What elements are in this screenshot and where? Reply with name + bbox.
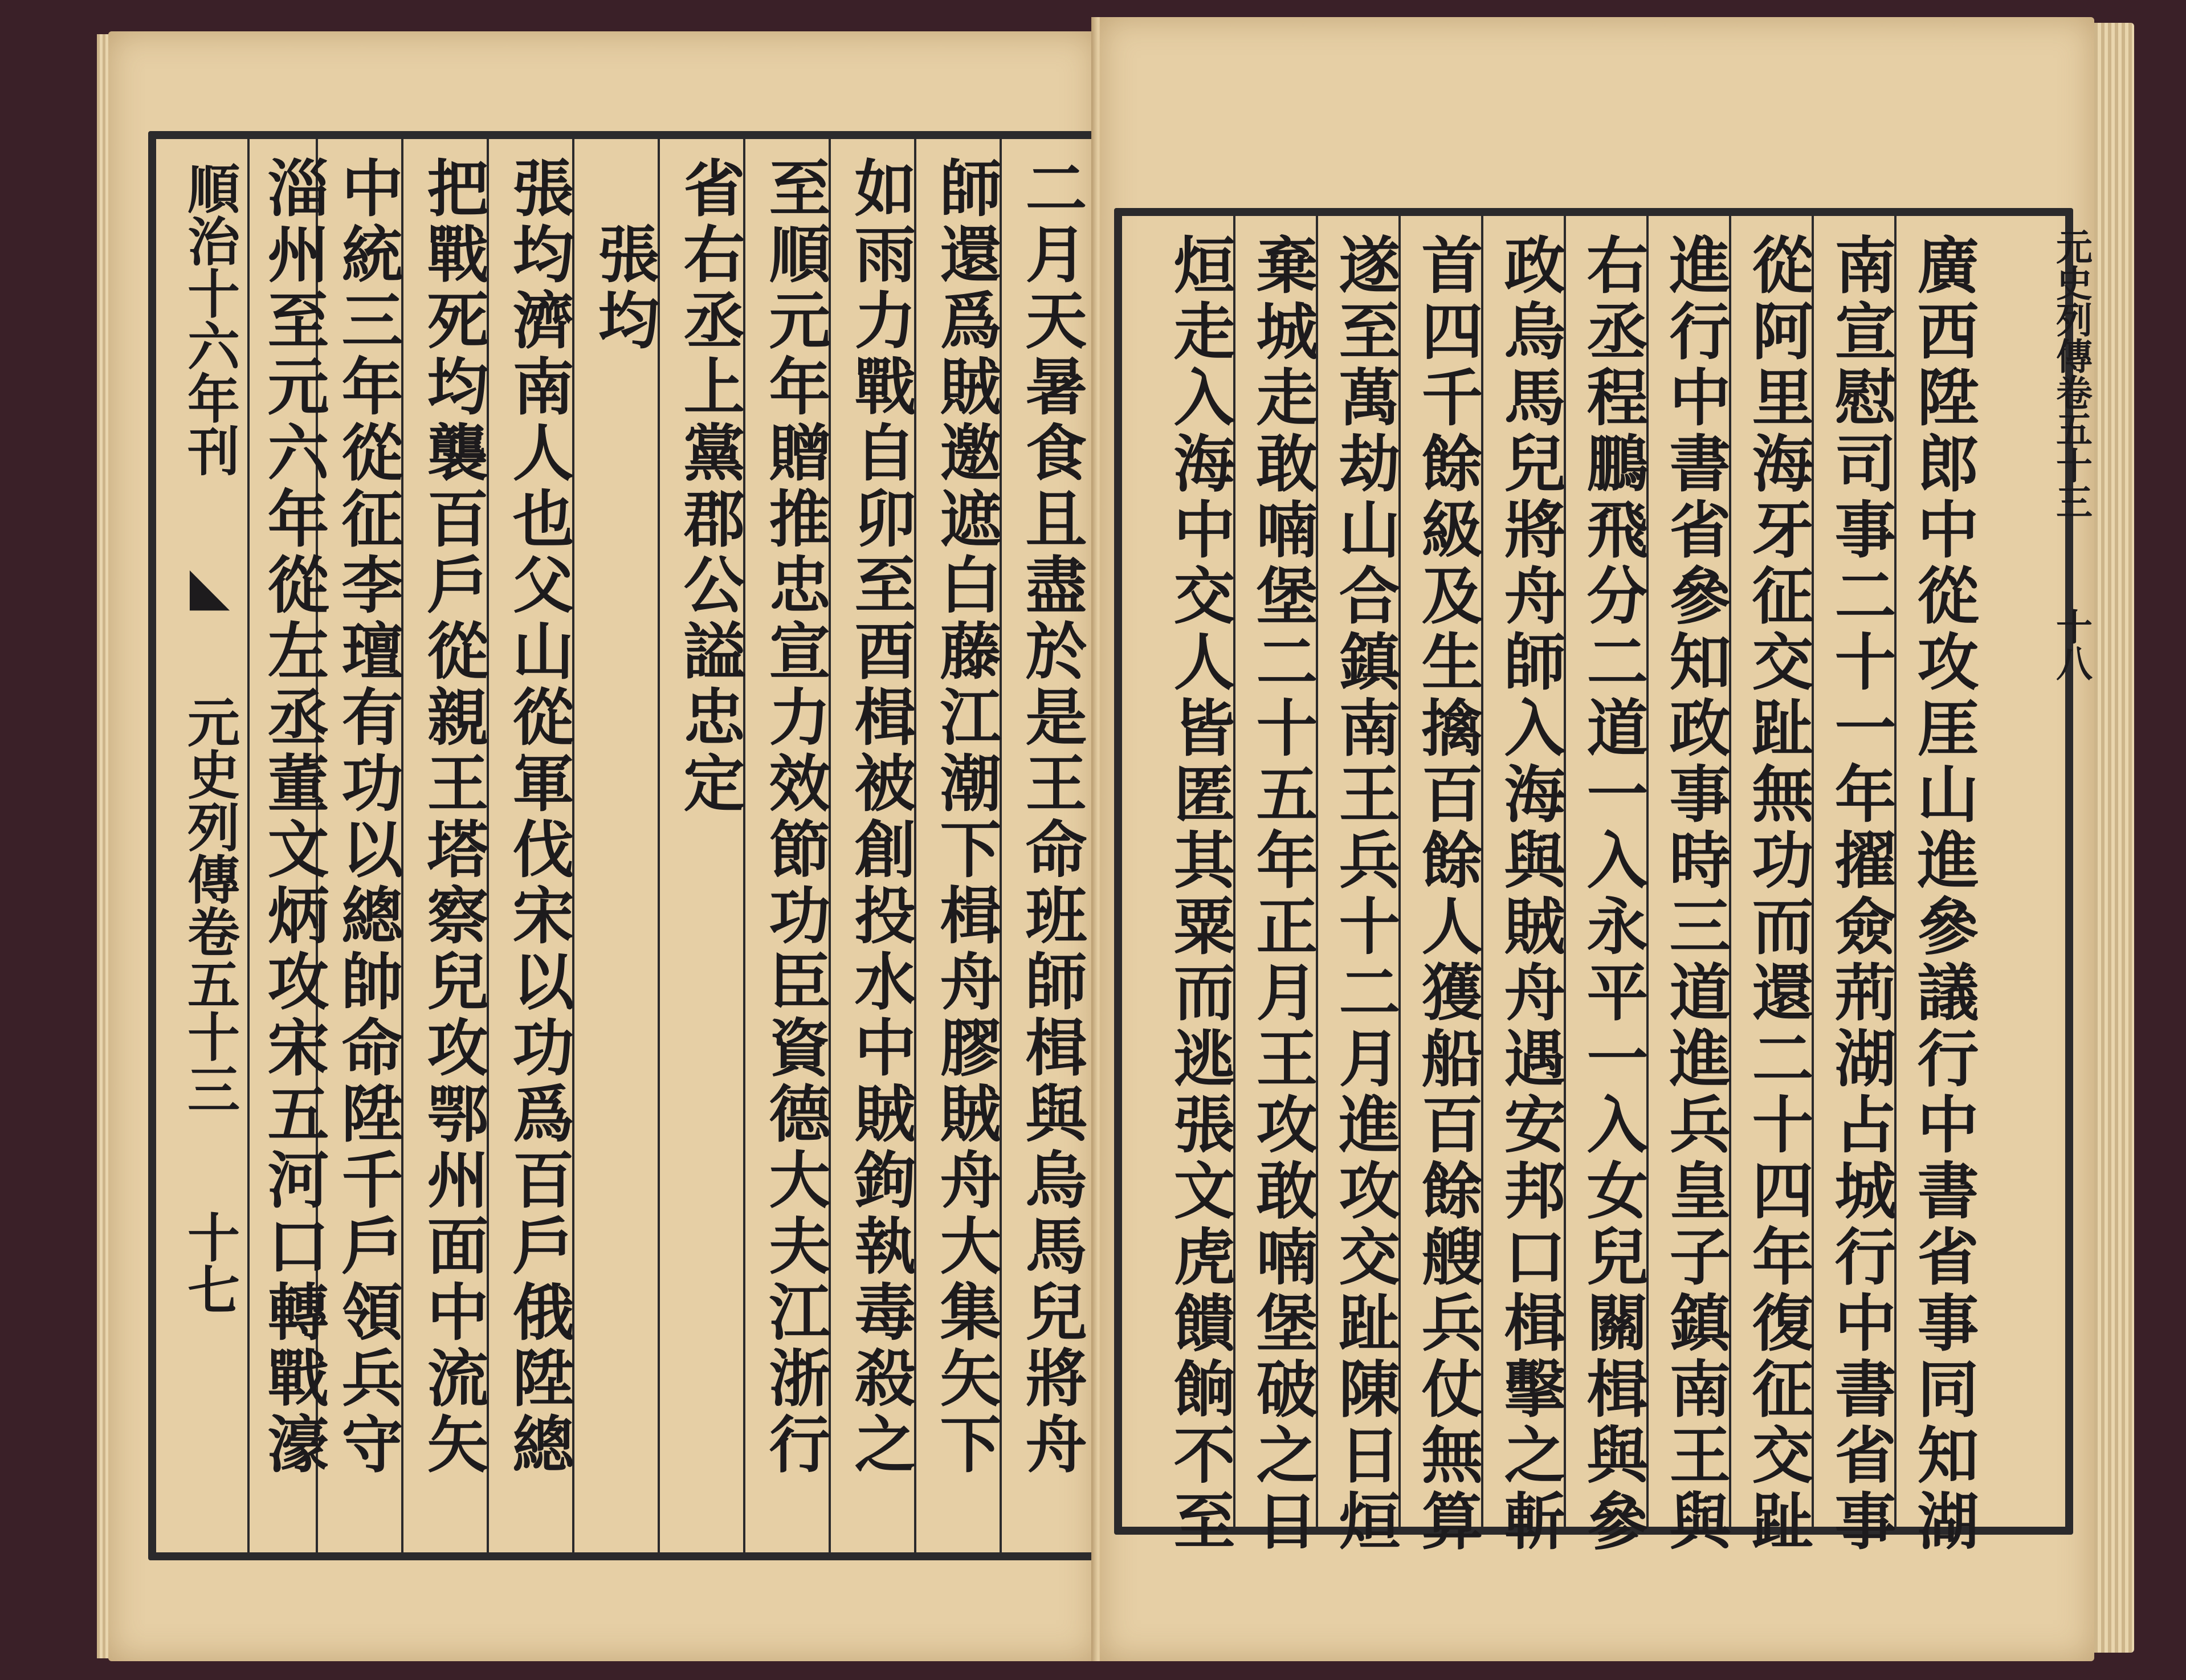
left-page (108, 31, 1097, 1661)
right-column-5: 右丞程鵬飛分二道一入永平一入女兒關楫與參 (1576, 233, 1648, 1555)
right-edge-top-text: 元史列傳卷五十三 (2050, 228, 2093, 520)
right-page-edge-column (2050, 205, 2097, 1513)
right-column-8: 遂至萬劫山合鎮南王兵十二月進攻交趾陳日烜 (1328, 233, 1400, 1555)
right-edge-folio: 十八 (2050, 608, 2093, 681)
left-column-1: 二月天暑食且盡於是王命班師楫與烏馬兒將舟 (1015, 156, 1087, 1478)
left-text-frame (148, 131, 1110, 1560)
left-edge-top-text: 順治十六年刊 (179, 162, 240, 476)
left-column-2: 師還爲賊邀遮白藤江潮下楫舟膠賊舟大集矢下 (929, 156, 1001, 1478)
fish-tail-mark-icon: ◣ (179, 555, 240, 617)
left-column-4: 至順元年贈推忠宣力效節功臣資德大夫江浙行 (758, 156, 830, 1478)
right-page-edges (2094, 23, 2134, 1653)
right-column-4: 進行中書省參知政事時三道進兵皇子鎮南王與 (1659, 233, 1731, 1555)
left-edge-folio: 十七 (179, 1210, 240, 1315)
right-column-9: 棄城走敢喃堡二十五年正月王攻敢喃堡破之日 (1246, 233, 1318, 1555)
left-column-9: 中統三年從征李璮有功以總帥命陞千戶領兵守 (331, 156, 403, 1478)
left-column-8: 把戰死均襲百戶從親王塔察兒攻鄂州面中流矢 (417, 156, 488, 1478)
right-column-6: 政烏馬兒將舟師入海與賊舟遇安邦口楫擊之斬 (1494, 233, 1565, 1555)
left-column-5: 省右丞上黨郡公謚忠定 (673, 156, 745, 817)
right-text-frame (1114, 208, 2073, 1555)
right-column-10: 烜走入海中交人皆匿其粟而逃張文虎饋餉不至 (1163, 233, 1235, 1555)
biography-heading-zhang-jun: 張均 (588, 156, 659, 354)
left-column-10: 淄州至元六年從左丞董文炳攻宋五河口轉戰濠 (257, 156, 329, 1478)
right-column-3: 從阿里海牙征交趾無功而還二十四年復征交趾 (1742, 233, 1813, 1555)
left-edge-bottom-text: 元史列傳卷五十三 (179, 695, 240, 1115)
left-column-7: 張均濟南人也父山從軍伐宋以功爲百戶俄陞總 (502, 156, 574, 1478)
right-column-2: 南宣慰司事二十一年擢僉荊湖占城行中書省事 (1824, 233, 1896, 1555)
left-column-3: 如雨力戰自卯至酉楫被創投水中賊鉤執毒殺之 (844, 156, 916, 1478)
column-rule (247, 139, 250, 1552)
right-column-1: 廣西陞郎中從攻厓山進參議行中書省事同知湖 (1907, 233, 1979, 1555)
right-column-7: 首四千餘級及生擒百餘人獲船百餘艘兵仗無算 (1411, 233, 1483, 1555)
left-page-edge-column (162, 139, 247, 1552)
right-page (1100, 17, 2094, 1661)
